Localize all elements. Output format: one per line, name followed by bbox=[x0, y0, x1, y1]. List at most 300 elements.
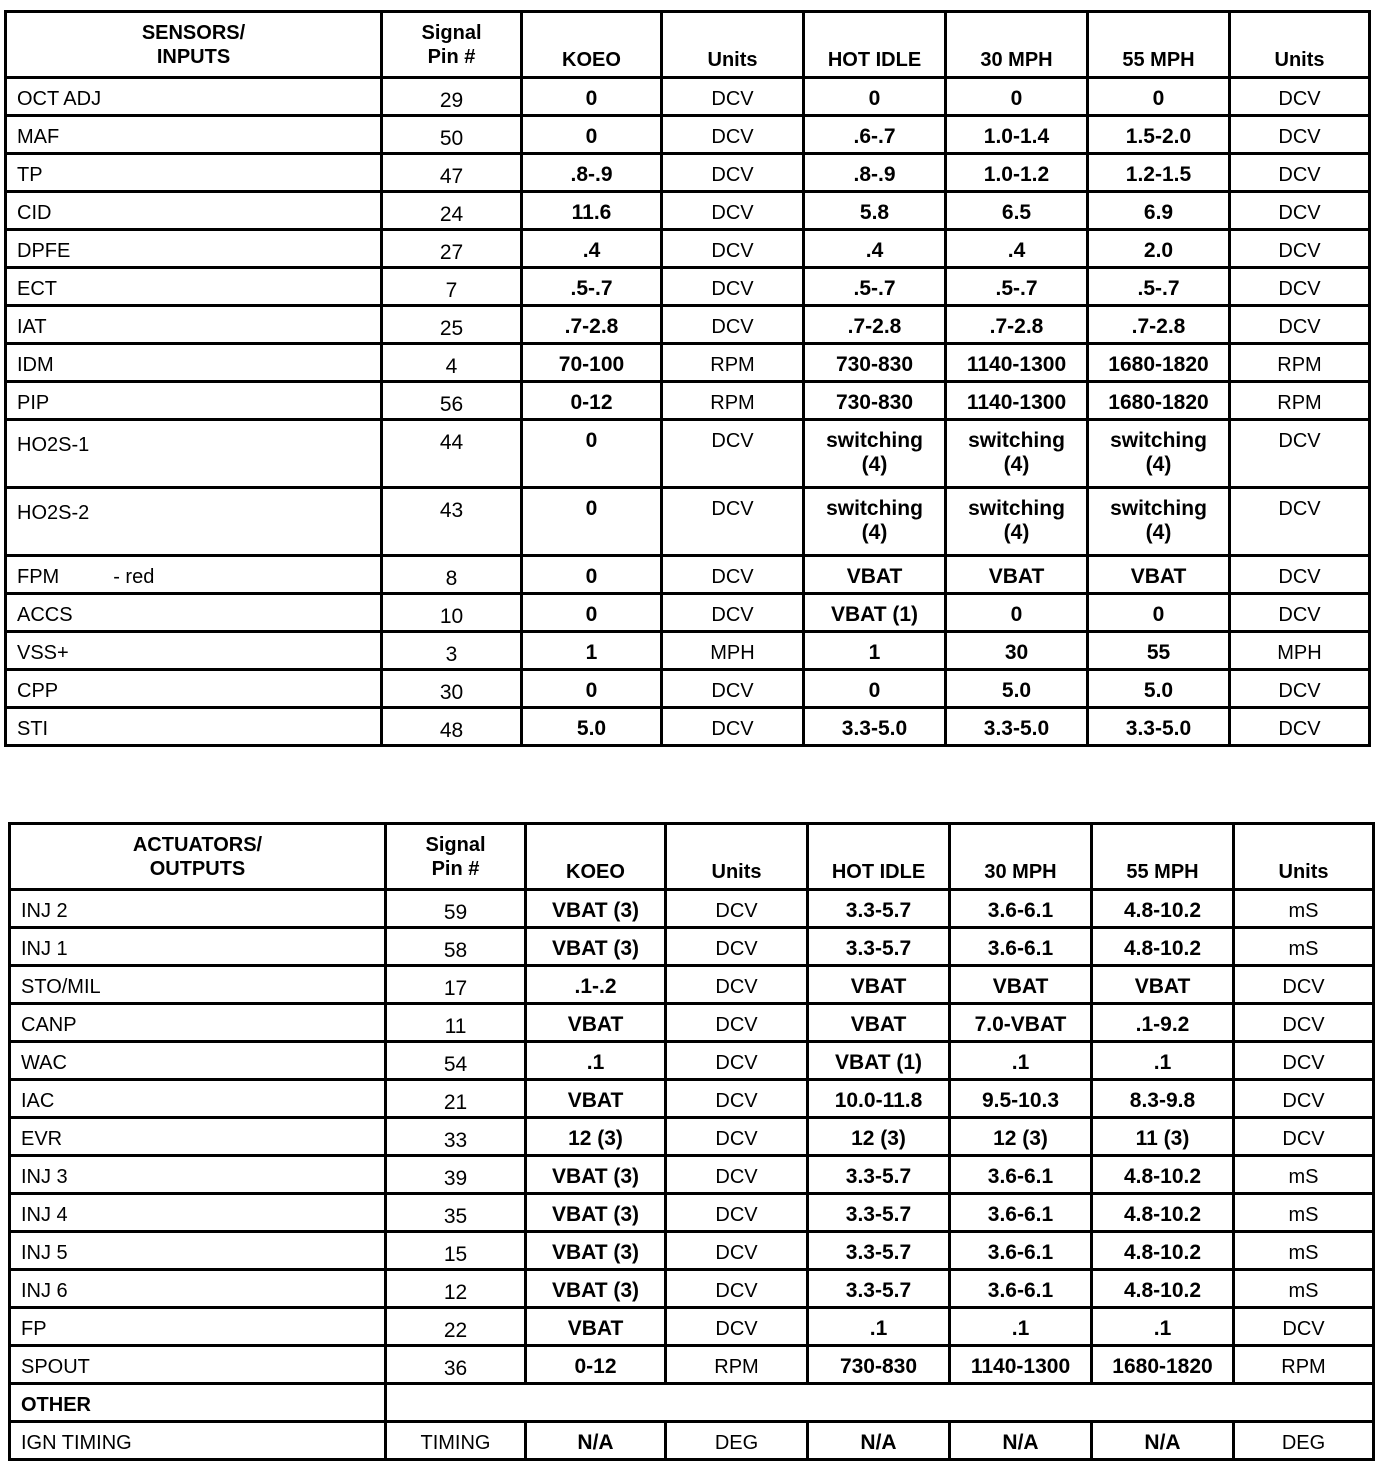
row-name-suffix: - red bbox=[113, 566, 155, 588]
row-name: FP bbox=[21, 1318, 47, 1340]
30mph-cell-line1: 3.6-6.1 bbox=[987, 1241, 1054, 1264]
55mph-cell-line2: (4) bbox=[1145, 453, 1172, 476]
units2-cell: DCV bbox=[1230, 708, 1370, 746]
row-label bbox=[10, 1004, 386, 1042]
55mph-cell bbox=[1092, 1118, 1234, 1156]
30mph-cell bbox=[950, 1118, 1092, 1156]
units2-cell: DCV bbox=[1230, 116, 1370, 154]
actuators-55mph-header: 55 MPH bbox=[1092, 824, 1234, 890]
units2-cell: mS bbox=[1234, 1232, 1374, 1270]
55mph-cell-line1: 1680-1820 bbox=[1112, 1355, 1213, 1378]
30mph-cell-line1: 3.6-6.1 bbox=[987, 899, 1054, 922]
55mph-cell bbox=[1088, 192, 1230, 230]
row-name: IAT bbox=[17, 316, 47, 338]
koeo-cell: N/A bbox=[526, 1422, 666, 1460]
table-row bbox=[10, 1004, 1374, 1042]
55mph-cell bbox=[1088, 230, 1230, 268]
units-cell: DEG bbox=[666, 1422, 808, 1460]
units-cell: DCV bbox=[662, 268, 804, 306]
30mph-cell-line1: 30 bbox=[1004, 641, 1029, 664]
55mph-cell bbox=[1088, 344, 1230, 382]
signal-pin-cell: 11 bbox=[386, 1004, 526, 1042]
hot-idle-cell bbox=[804, 268, 946, 306]
55mph-cell bbox=[1092, 966, 1234, 1004]
30mph-cell-line1: .4 bbox=[1007, 239, 1026, 262]
row-name: INJ 6 bbox=[21, 1280, 68, 1302]
signal-pin-cell: 21 bbox=[386, 1080, 526, 1118]
55mph-cell-line1: 6.9 bbox=[1143, 201, 1174, 224]
55mph-cell bbox=[1088, 594, 1230, 632]
hot-idle-cell bbox=[804, 78, 946, 116]
55mph-cell-line1: .1-9.2 bbox=[1135, 1013, 1190, 1036]
units2-cell: mS bbox=[1234, 890, 1374, 928]
row-label bbox=[6, 306, 382, 344]
hot-idle-cell bbox=[804, 344, 946, 382]
hot-idle-cell bbox=[804, 230, 946, 268]
55mph-cell-line1: .1 bbox=[1153, 1317, 1172, 1340]
30mph-cell-line1: switching bbox=[968, 429, 1065, 452]
hot-idle-cell bbox=[808, 1004, 950, 1042]
sensors-koeo-header: KOEO bbox=[522, 12, 662, 78]
30mph-cell bbox=[946, 556, 1088, 594]
55mph-cell-line1: 8.3-9.8 bbox=[1129, 1089, 1196, 1112]
table-row bbox=[6, 382, 1370, 420]
other-row bbox=[10, 1384, 1374, 1422]
row-label bbox=[10, 1156, 386, 1194]
hot-idle-cell bbox=[808, 1270, 950, 1308]
30mph-cell-line1: .5-.7 bbox=[995, 277, 1038, 300]
signal-pin-cell: 48 bbox=[382, 708, 522, 746]
55mph-cell-line1: .7-2.8 bbox=[1131, 315, 1186, 338]
hot-idle-cell-line1: 3.3-5.0 bbox=[841, 717, 908, 740]
table-row bbox=[6, 594, 1370, 632]
actuators-koeo-header: KOEO bbox=[526, 824, 666, 890]
55mph-cell bbox=[1088, 488, 1230, 556]
row-label bbox=[10, 1194, 386, 1232]
row-name: DPFE bbox=[17, 240, 71, 262]
55mph-cell bbox=[1088, 708, 1230, 746]
table-row bbox=[6, 556, 1370, 594]
55mph-cell-line1: 1680-1820 bbox=[1108, 353, 1209, 376]
30mph-cell bbox=[950, 1080, 1092, 1118]
units-cell: DCV bbox=[662, 556, 804, 594]
30mph-cell-line1: 1140-1300 bbox=[966, 391, 1067, 414]
55mph-cell bbox=[1088, 78, 1230, 116]
row-name: INJ 4 bbox=[21, 1204, 68, 1226]
signal-pin-cell: 25 bbox=[382, 306, 522, 344]
hot-idle-cell-line1: VBAT bbox=[846, 565, 903, 588]
hot-idle-cell bbox=[804, 382, 946, 420]
hot-idle-cell bbox=[804, 488, 946, 556]
units-cell: DCV bbox=[662, 230, 804, 268]
30mph-cell-line1: 7.0-VBAT bbox=[974, 1013, 1067, 1036]
30mph-cell bbox=[946, 488, 1088, 556]
30mph-cell bbox=[946, 632, 1088, 670]
units-cell: DCV bbox=[662, 420, 804, 488]
table-row bbox=[6, 488, 1370, 556]
30mph-cell-line1: 1.0-1.2 bbox=[983, 163, 1050, 186]
table-row bbox=[10, 890, 1374, 928]
hot-idle-cell bbox=[808, 1232, 950, 1270]
units2-cell: DCV bbox=[1234, 1080, 1374, 1118]
hot-idle-cell-line1: .5-.7 bbox=[853, 277, 896, 300]
koeo-cell: 0 bbox=[522, 488, 662, 556]
hot-idle-cell-line1: 3.3-5.7 bbox=[845, 1279, 912, 1302]
hot-idle-cell-line1: switching bbox=[826, 497, 923, 520]
koeo-cell: 5.0 bbox=[522, 708, 662, 746]
30mph-cell-line1: 3.3-5.0 bbox=[983, 717, 1050, 740]
30mph-cell bbox=[946, 708, 1088, 746]
row-label bbox=[6, 382, 382, 420]
signal-pin-cell: 17 bbox=[386, 966, 526, 1004]
koeo-cell: .4 bbox=[522, 230, 662, 268]
other-label: OTHER bbox=[10, 1384, 386, 1422]
koeo-cell: 0 bbox=[522, 420, 662, 488]
units-cell: RPM bbox=[662, 382, 804, 420]
row-name: STO/MIL bbox=[21, 976, 101, 998]
55mph-cell-line1: 4.8-10.2 bbox=[1123, 1203, 1202, 1226]
row-label bbox=[10, 1270, 386, 1308]
row-label bbox=[6, 488, 382, 556]
sensors-30mph-header: 30 MPH bbox=[946, 12, 1088, 78]
55mph-cell bbox=[1092, 1194, 1234, 1232]
55mph-cell-line1: .1 bbox=[1153, 1051, 1172, 1074]
units2-cell: DCV bbox=[1230, 230, 1370, 268]
koeo-cell: 70-100 bbox=[522, 344, 662, 382]
koeo-cell: 1 bbox=[522, 632, 662, 670]
units2-cell: DCV bbox=[1234, 1004, 1374, 1042]
table-row bbox=[10, 966, 1374, 1004]
30mph-cell-line2: (4) bbox=[1003, 453, 1030, 476]
30mph-cell-line1: VBAT bbox=[988, 565, 1045, 588]
55mph-cell-line1: 1.5-2.0 bbox=[1125, 125, 1192, 148]
koeo-cell: VBAT bbox=[526, 1308, 666, 1346]
signal-pin-cell: 50 bbox=[382, 116, 522, 154]
signal-pin-cell: 27 bbox=[382, 230, 522, 268]
actuators-hot-idle-header: HOT IDLE bbox=[808, 824, 950, 890]
hot-idle-cell-line1: 0 bbox=[868, 87, 881, 110]
sensors-units-header: Units bbox=[662, 12, 804, 78]
table-row bbox=[10, 1080, 1374, 1118]
actuators-header-row bbox=[10, 824, 1374, 890]
sensors-header-row bbox=[6, 12, 1370, 78]
units2-cell: DCV bbox=[1230, 192, 1370, 230]
row-label bbox=[6, 116, 382, 154]
hot-idle-cell bbox=[804, 670, 946, 708]
hot-idle-cell-line1: 730-830 bbox=[839, 1355, 918, 1378]
30mph-cell bbox=[946, 116, 1088, 154]
30mph-cell-line1: switching bbox=[968, 497, 1065, 520]
table-row bbox=[6, 306, 1370, 344]
row-name: ACCS bbox=[17, 604, 73, 626]
hot-idle-cell bbox=[804, 556, 946, 594]
koeo-cell: 0-12 bbox=[522, 382, 662, 420]
30mph-cell: N/A bbox=[950, 1422, 1092, 1460]
row-label bbox=[10, 1118, 386, 1156]
koeo-cell: 11.6 bbox=[522, 192, 662, 230]
units2-cell: DCV bbox=[1230, 670, 1370, 708]
table-row bbox=[10, 1270, 1374, 1308]
row-label bbox=[6, 708, 382, 746]
hot-idle-cell bbox=[808, 1156, 950, 1194]
hot-idle-cell bbox=[808, 928, 950, 966]
row-label bbox=[6, 594, 382, 632]
sensors-hot-idle-header: HOT IDLE bbox=[804, 12, 946, 78]
koeo-cell: 12 (3) bbox=[526, 1118, 666, 1156]
30mph-cell bbox=[950, 1004, 1092, 1042]
units-cell: DCV bbox=[666, 1232, 808, 1270]
units-cell: DCV bbox=[666, 1042, 808, 1080]
table-row bbox=[6, 708, 1370, 746]
units2-cell: mS bbox=[1234, 928, 1374, 966]
hot-idle-cell-line1: VBAT (1) bbox=[830, 603, 919, 626]
signal-pin-cell: TIMING bbox=[386, 1422, 526, 1460]
units2-cell: RPM bbox=[1234, 1346, 1374, 1384]
30mph-cell bbox=[950, 928, 1092, 966]
30mph-cell-line1: 3.6-6.1 bbox=[987, 1279, 1054, 1302]
units-cell: DCV bbox=[662, 116, 804, 154]
hot-idle-cell-line2: (4) bbox=[861, 521, 888, 544]
hot-idle-cell bbox=[804, 154, 946, 192]
30mph-cell-line1: 12 (3) bbox=[993, 1127, 1048, 1150]
signal-pin-cell: 36 bbox=[386, 1346, 526, 1384]
55mph-cell bbox=[1092, 1346, 1234, 1384]
55mph-cell: N/A bbox=[1092, 1422, 1234, 1460]
koeo-cell: .5-.7 bbox=[522, 268, 662, 306]
units-cell: DCV bbox=[666, 1270, 808, 1308]
30mph-cell bbox=[946, 344, 1088, 382]
actuators-30mph-header: 30 MPH bbox=[950, 824, 1092, 890]
30mph-cell-line1: 1.0-1.4 bbox=[983, 125, 1050, 148]
table-row bbox=[10, 1042, 1374, 1080]
units2-cell: mS bbox=[1234, 1270, 1374, 1308]
55mph-cell bbox=[1092, 1232, 1234, 1270]
row-name: TP bbox=[17, 164, 43, 186]
55mph-cell bbox=[1088, 116, 1230, 154]
30mph-cell bbox=[950, 1156, 1092, 1194]
55mph-cell-line1: 5.0 bbox=[1143, 679, 1174, 702]
koeo-cell: 0 bbox=[522, 594, 662, 632]
55mph-cell-line1: 1.2-1.5 bbox=[1125, 163, 1192, 186]
units-cell: DCV bbox=[662, 594, 804, 632]
sensors-units2-header: Units bbox=[1230, 12, 1370, 78]
hot-idle-cell-line1: VBAT bbox=[850, 975, 907, 998]
30mph-cell bbox=[946, 154, 1088, 192]
row-name: ECT bbox=[17, 278, 57, 300]
30mph-cell-line2: (4) bbox=[1003, 521, 1030, 544]
row-label bbox=[6, 556, 382, 594]
row-name: CANP bbox=[21, 1014, 77, 1036]
koeo-cell: .1-.2 bbox=[526, 966, 666, 1004]
koeo-cell: 0 bbox=[522, 116, 662, 154]
55mph-cell bbox=[1092, 1308, 1234, 1346]
units2-cell: mS bbox=[1234, 1194, 1374, 1232]
signal-pin-cell: 44 bbox=[382, 420, 522, 488]
hot-idle-cell-line1: 3.3-5.7 bbox=[845, 1241, 912, 1264]
hot-idle-cell bbox=[804, 708, 946, 746]
koeo-cell: VBAT (3) bbox=[526, 1194, 666, 1232]
row-name: INJ 5 bbox=[21, 1242, 68, 1264]
table-row bbox=[10, 928, 1374, 966]
55mph-cell bbox=[1092, 1156, 1234, 1194]
55mph-cell-line1: VBAT bbox=[1134, 975, 1191, 998]
row-label bbox=[6, 268, 382, 306]
row-label bbox=[10, 928, 386, 966]
units2-cell: DCV bbox=[1234, 1308, 1374, 1346]
row-label bbox=[6, 230, 382, 268]
55mph-cell bbox=[1092, 1080, 1234, 1118]
signal-pin-cell: 39 bbox=[386, 1156, 526, 1194]
55mph-cell bbox=[1088, 382, 1230, 420]
row-name: FPM bbox=[17, 566, 60, 588]
hot-idle-cell bbox=[804, 192, 946, 230]
55mph-cell-line2: (4) bbox=[1145, 521, 1172, 544]
55mph-cell bbox=[1088, 268, 1230, 306]
sensors-signal-pin-header: Signal Pin # bbox=[382, 12, 522, 78]
30mph-cell bbox=[946, 670, 1088, 708]
hot-idle-cell-line1: .8-.9 bbox=[853, 163, 896, 186]
55mph-cell-line1: 2.0 bbox=[1143, 239, 1174, 262]
units-cell: DCV bbox=[662, 154, 804, 192]
units-cell: DCV bbox=[666, 1308, 808, 1346]
hot-idle-cell-line1: 730-830 bbox=[835, 353, 914, 376]
hot-idle-cell-line1: 0 bbox=[868, 679, 881, 702]
55mph-cell-line1: 3.3-5.0 bbox=[1125, 717, 1192, 740]
units-cell: DCV bbox=[662, 306, 804, 344]
55mph-cell-line1: 11 (3) bbox=[1135, 1127, 1190, 1150]
table-row bbox=[6, 78, 1370, 116]
55mph-cell-line1: 4.8-10.2 bbox=[1123, 1241, 1202, 1264]
30mph-cell-line1: .1 bbox=[1011, 1317, 1030, 1340]
table-row bbox=[10, 1308, 1374, 1346]
table-row bbox=[6, 420, 1370, 488]
units2-cell: DCV bbox=[1230, 488, 1370, 556]
signal-pin-cell: 33 bbox=[386, 1118, 526, 1156]
row-name: INJ 1 bbox=[21, 938, 68, 960]
row-label bbox=[10, 1308, 386, 1346]
units-cell: DCV bbox=[662, 488, 804, 556]
30mph-cell bbox=[946, 230, 1088, 268]
row-name: HO2S-2 bbox=[17, 502, 90, 524]
units-cell: DCV bbox=[666, 928, 808, 966]
hot-idle-cell-line1: switching bbox=[826, 429, 923, 452]
30mph-cell bbox=[950, 1042, 1092, 1080]
units2-cell: DCV bbox=[1230, 154, 1370, 192]
30mph-cell-line1: VBAT bbox=[992, 975, 1049, 998]
30mph-cell bbox=[946, 306, 1088, 344]
signal-pin-cell: 7 bbox=[382, 268, 522, 306]
row-label bbox=[6, 632, 382, 670]
units-cell: DCV bbox=[666, 1194, 808, 1232]
koeo-cell: 0 bbox=[522, 78, 662, 116]
hot-idle-cell bbox=[804, 420, 946, 488]
30mph-cell bbox=[950, 890, 1092, 928]
sensors-category-header: SENSORS/ INPUTS bbox=[6, 12, 382, 78]
signal-pin-cell: 54 bbox=[386, 1042, 526, 1080]
signal-pin-cell: 30 bbox=[382, 670, 522, 708]
hot-idle-cell-line1: 3.3-5.7 bbox=[845, 899, 912, 922]
55mph-cell bbox=[1088, 306, 1230, 344]
signal-pin-cell: 15 bbox=[386, 1232, 526, 1270]
55mph-cell-line1: 0 bbox=[1152, 603, 1165, 626]
hot-idle-cell bbox=[804, 306, 946, 344]
koeo-cell: VBAT (3) bbox=[526, 890, 666, 928]
signal-pin-cell: 56 bbox=[382, 382, 522, 420]
30mph-cell-line1: 9.5-10.3 bbox=[981, 1089, 1060, 1112]
30mph-cell bbox=[946, 420, 1088, 488]
hot-idle-cell bbox=[808, 966, 950, 1004]
row-name: EVR bbox=[21, 1128, 63, 1150]
units2-cell: DCV bbox=[1230, 556, 1370, 594]
ign-timing-row bbox=[10, 1422, 1374, 1460]
row-name: WAC bbox=[21, 1052, 67, 1074]
30mph-cell-line1: 3.6-6.1 bbox=[987, 937, 1054, 960]
hot-idle-cell-line1: 3.3-5.7 bbox=[845, 937, 912, 960]
other-blank-cell bbox=[386, 1384, 1374, 1422]
signal-pin-cell: 10 bbox=[382, 594, 522, 632]
55mph-cell bbox=[1092, 928, 1234, 966]
hot-idle-cell-line1: 730-830 bbox=[835, 391, 914, 414]
30mph-cell bbox=[950, 966, 1092, 1004]
units-cell: DCV bbox=[666, 890, 808, 928]
row-label bbox=[10, 966, 386, 1004]
units-cell: DCV bbox=[666, 966, 808, 1004]
units-cell: DCV bbox=[662, 78, 804, 116]
30mph-cell bbox=[946, 268, 1088, 306]
55mph-cell-line1: 1680-1820 bbox=[1108, 391, 1209, 414]
units2-cell: DCV bbox=[1230, 420, 1370, 488]
units2-cell: DCV bbox=[1230, 594, 1370, 632]
sensors-55mph-header: 55 MPH bbox=[1088, 12, 1230, 78]
30mph-cell bbox=[946, 594, 1088, 632]
actuators-units-header: Units bbox=[666, 824, 808, 890]
hot-idle-cell-line1: 5.8 bbox=[859, 201, 890, 224]
30mph-cell-line1: 0 bbox=[1010, 87, 1023, 110]
55mph-cell-line1: 4.8-10.2 bbox=[1123, 937, 1202, 960]
units2-cell: DCV bbox=[1234, 966, 1374, 1004]
row-name: HO2S-1 bbox=[17, 434, 90, 456]
units-cell: MPH bbox=[662, 632, 804, 670]
hot-idle-cell-line1: 12 (3) bbox=[851, 1127, 906, 1150]
row-name: STI bbox=[17, 718, 49, 740]
table-row bbox=[10, 1156, 1374, 1194]
row-label bbox=[6, 344, 382, 382]
hot-idle-cell bbox=[808, 1118, 950, 1156]
signal-pin-cell: 47 bbox=[382, 154, 522, 192]
koeo-cell: 0-12 bbox=[526, 1346, 666, 1384]
hot-idle-cell bbox=[808, 1194, 950, 1232]
55mph-cell bbox=[1088, 670, 1230, 708]
30mph-cell-line1: 3.6-6.1 bbox=[987, 1165, 1054, 1188]
30mph-cell-line1: .1 bbox=[1011, 1051, 1030, 1074]
table-row bbox=[10, 1232, 1374, 1270]
hot-idle-cell-line1: .7-2.8 bbox=[847, 315, 902, 338]
row-label bbox=[6, 670, 382, 708]
row-name: CPP bbox=[17, 680, 59, 702]
row-label bbox=[6, 192, 382, 230]
55mph-cell-line1: VBAT bbox=[1130, 565, 1187, 588]
30mph-cell-line1: 5.0 bbox=[1001, 679, 1032, 702]
koeo-cell: 0 bbox=[522, 670, 662, 708]
table-row bbox=[6, 230, 1370, 268]
signal-pin-cell: 29 bbox=[382, 78, 522, 116]
55mph-cell-line1: 4.8-10.2 bbox=[1123, 1279, 1202, 1302]
units2-cell: MPH bbox=[1230, 632, 1370, 670]
row-label bbox=[6, 154, 382, 192]
table-row bbox=[10, 1346, 1374, 1384]
hot-idle-cell-line1: 3.3-5.7 bbox=[845, 1203, 912, 1226]
signal-pin-cell: 22 bbox=[386, 1308, 526, 1346]
